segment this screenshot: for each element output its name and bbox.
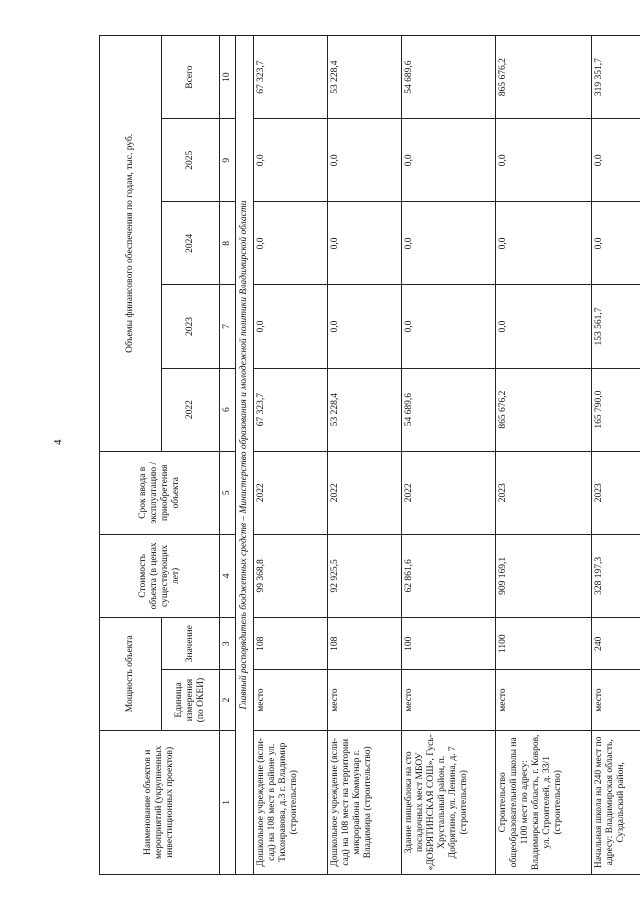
year-2024-cell: 0,0 xyxy=(592,202,640,285)
investment-table xyxy=(99,35,640,875)
object-name: Начальная школа на 240 мест по адресу: Владимирская область, Суздальский район, xyxy=(592,730,640,874)
index-cell: 3 xyxy=(220,617,236,670)
header-total: Всего xyxy=(162,36,220,119)
year-2022-cell: 53 228,4 xyxy=(328,368,402,451)
total-cell: 53 228,4 xyxy=(328,36,402,119)
index-cell: 8 xyxy=(220,202,236,285)
index-cell: 7 xyxy=(220,285,236,368)
unit-cell: место xyxy=(328,670,402,730)
year-2024-cell: 0,0 xyxy=(496,202,592,285)
object-name: Дошкольное учреждение (ясли-сад) на 108 мест в районе ул. Тихонравова, д.3 г. Владимир (строительство) xyxy=(254,730,328,874)
object-name: Здание пищеблока на сто посадочных мест МБОУ «ДОБРЯТИНСКАЯ СОШ», Гусь-Хрустальный район, п. Добрятино, ул. Ленина, д. 7 (строительство) xyxy=(402,730,496,874)
year-2023-cell: 0,0 xyxy=(402,285,496,368)
cost-cell: 99 368,8 xyxy=(254,534,328,617)
header-cost: Стоимость объекта (в ценах существующих лет) xyxy=(100,534,220,617)
header-value: Значение xyxy=(162,617,220,670)
year-2023-cell: 0,0 xyxy=(496,285,592,368)
table-row xyxy=(328,36,402,875)
total-cell: 54 689,6 xyxy=(402,36,496,119)
cost-cell: 92 925,5 xyxy=(328,534,402,617)
term-cell: 2022 xyxy=(402,451,496,534)
year-2025-cell: 0,0 xyxy=(592,119,640,202)
object-name: Строительство общеобразовательной школы на 1100 мест по адресу: Владимирская область, г. Ковров, ул. Строителей, д. 33/1 (строительство) xyxy=(496,730,592,874)
year-2025-cell: 0,0 xyxy=(496,119,592,202)
value-cell: 1100 xyxy=(496,617,592,670)
year-2022-cell: 165 790,0 xyxy=(592,368,640,451)
unit-cell: место xyxy=(402,670,496,730)
year-2024-cell: 0,0 xyxy=(254,202,328,285)
cost-cell: 909 169,1 xyxy=(496,534,592,617)
total-cell: 319 351,7 xyxy=(592,36,640,119)
object-name: Дошкольное учреждение (ясли-сад) на 108 мест на территории микрорайона Коммунар г. Владимира (строительство) xyxy=(328,730,402,874)
year-2023-cell: 0,0 xyxy=(254,285,328,368)
term-cell: 2023 xyxy=(496,451,592,534)
year-2022-cell: 54 689,6 xyxy=(402,368,496,451)
index-cell: 4 xyxy=(220,534,236,617)
unit-cell: место xyxy=(592,670,640,730)
term-cell: 2022 xyxy=(328,451,402,534)
header-funding: Объемы финансового обеспечения по годам, тыс. руб. xyxy=(100,36,162,452)
term-cell: 2023 xyxy=(592,451,640,534)
term-cell: 2022 xyxy=(254,451,328,534)
cost-cell: 62 861,6 xyxy=(402,534,496,617)
header-year-2025: 2025 xyxy=(162,119,220,202)
year-2024-cell: 0,0 xyxy=(328,202,402,285)
year-2025-cell: 0,0 xyxy=(328,119,402,202)
value-cell: 108 xyxy=(254,617,328,670)
header-year-2022: 2022 xyxy=(162,368,220,451)
year-2023-cell: 0,0 xyxy=(328,285,402,368)
unit-cell: место xyxy=(496,670,592,730)
value-cell: 240 xyxy=(592,617,640,670)
index-cell: 9 xyxy=(220,119,236,202)
page-number: 4 xyxy=(52,439,64,445)
total-cell: 67 323,7 xyxy=(254,36,328,119)
table-row xyxy=(402,36,496,875)
table-row xyxy=(592,36,640,875)
index-cell: 5 xyxy=(220,451,236,534)
value-cell: 108 xyxy=(328,617,402,670)
rotated-page xyxy=(99,35,626,875)
header-name: Наименование объектов и мероприятий (укрупненных инвестиционных проектов) xyxy=(100,730,220,874)
index-cell: 2 xyxy=(220,670,236,730)
header-capacity: Мощность объекта xyxy=(100,617,162,730)
unit-cell: место xyxy=(254,670,328,730)
header-year-2023: 2023 xyxy=(162,285,220,368)
year-2025-cell: 0,0 xyxy=(402,119,496,202)
value-cell: 100 xyxy=(402,617,496,670)
index-cell: 1 xyxy=(220,730,236,874)
header-year-2024: 2024 xyxy=(162,202,220,285)
table-row xyxy=(254,36,328,875)
section-title: Главный распорядитель бюджетных средств – Министерство образования и молодежной политики Владимирской области xyxy=(236,36,254,875)
index-cell: 6 xyxy=(220,368,236,451)
header-term: Срок ввода в эксплуатацию /приобретения объекта xyxy=(100,451,220,534)
cost-cell: 328 197,3 xyxy=(592,534,640,617)
year-2022-cell: 865 676,2 xyxy=(496,368,592,451)
year-2023-cell: 153 561,7 xyxy=(592,285,640,368)
header-unit: Единица измерения (по ОКЕИ) xyxy=(162,670,220,730)
index-cell: 10 xyxy=(220,36,236,119)
year-2022-cell: 67 323,7 xyxy=(254,368,328,451)
table-row xyxy=(496,36,592,875)
year-2024-cell: 0,0 xyxy=(402,202,496,285)
total-cell: 865 676,2 xyxy=(496,36,592,119)
year-2025-cell: 0,0 xyxy=(254,119,328,202)
